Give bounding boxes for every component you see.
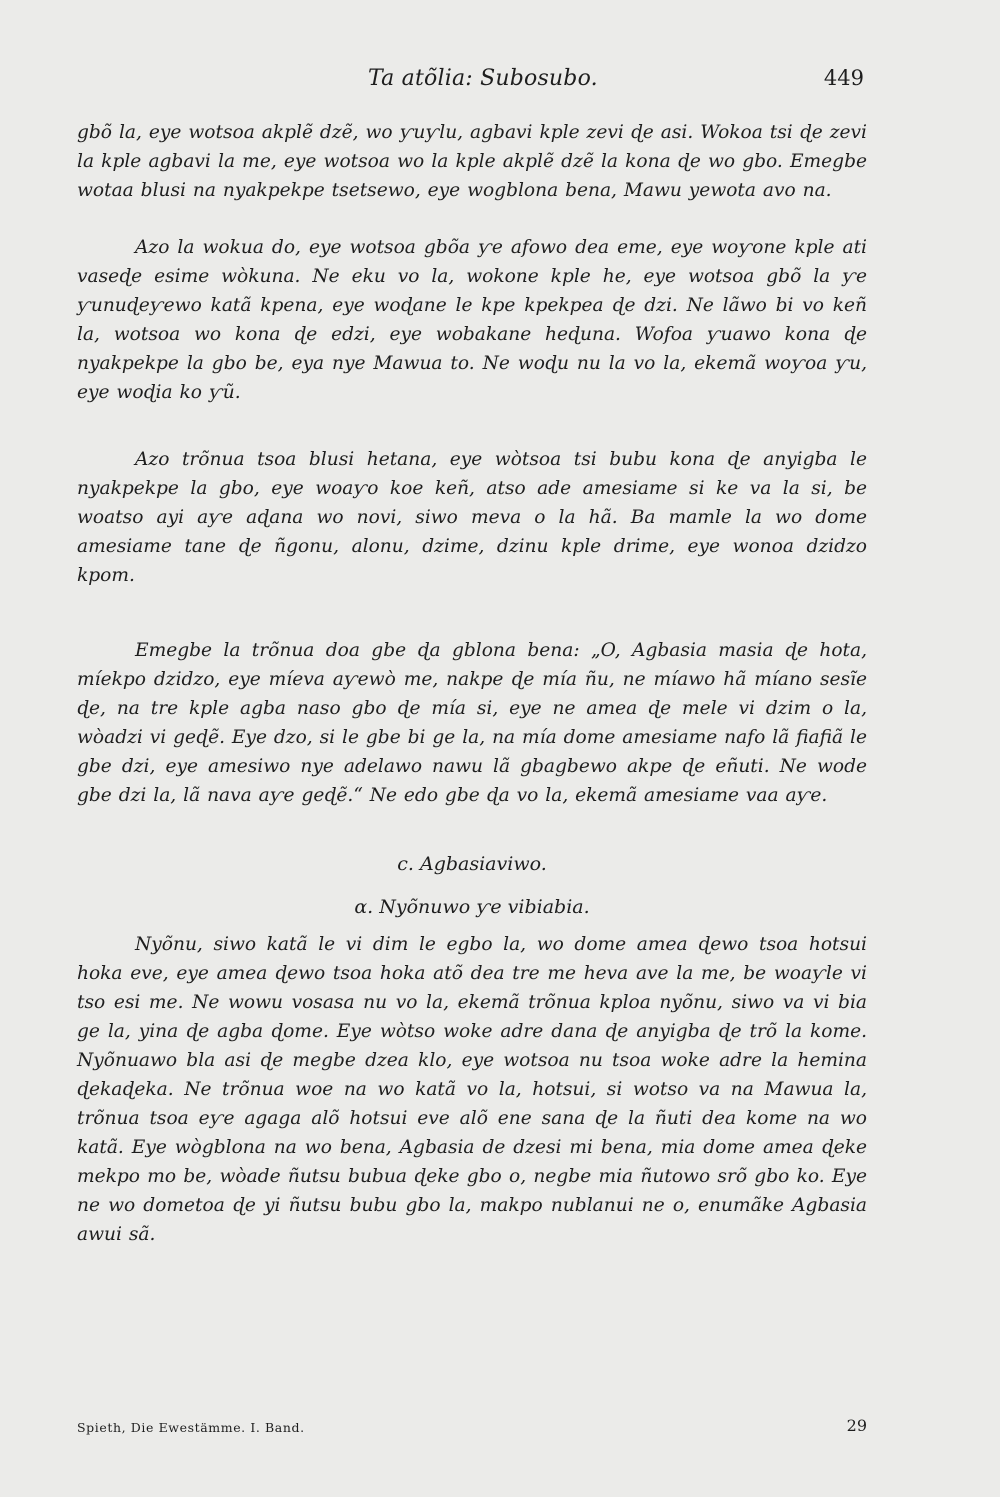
running-title: Ta atõlia: Subosubo. bbox=[368, 66, 598, 91]
page-footer bbox=[77, 1416, 867, 1446]
paragraph-3: Azo trõnua tsoa blusi hetana, eye wòtsoa tsi bubu kona ɖe anyigba le nyakpekpe la gbo, eye woaƴo koe keñ, atso ade amesiame si ke va la si, be woatso ayi aƴe aɖana wo novi, siwo meva o la hã. Ba mamle la wo dome amesiame tane ɖe ñgonu, alonu, dzime, dzinu kple drime, eye wonoa dzidzo kpom. bbox=[77, 449, 867, 586]
page-header bbox=[0, 66, 1000, 106]
subsection-heading: α. Nyõnuwo ƴe vibiabia. bbox=[354, 896, 590, 918]
paragraph-spacer bbox=[77, 205, 867, 233]
page-number: 449 bbox=[823, 66, 864, 90]
paragraph-4: Emegbe la trõnua doa gbe ɖa gblona bena: „O, Agbasia masia ɖe hota, míekpo dzidzo, eye míeva aƴewò me, nakpe ɖe mía ñu, ne míawo hã míano sesĩe ɖe, na tre kple agba naso gbo ɖe mía si, eye ne amea ɖe mele vi dzim o la, wòadzi vi geɖẽ. Eye dzo, si le gbe bi ge la, na mía dome amesiame nafo lã fiafiã le gbe dzi, eye amesiwo nye adelawo nawu lã gbagbewo akpe ɖe eñuti. Ne wode gbe dzi la, lã nava aƴe geɖẽ.“ Ne edo gbe ɖa vo la, ekemã amesiame vaa aƴe. bbox=[77, 640, 867, 806]
section-heading: c. Agbasiaviwo. bbox=[397, 853, 547, 875]
footer-author-line: Spieth, Die Ewestämme. I. Band. bbox=[77, 1420, 305, 1435]
section-spacer bbox=[77, 810, 867, 850]
paragraph-1: gbõ la, eye wotsoa akplẽ dzẽ, wo ƴuƴlu, agbavi kple zevi ɖe asi. Wokoa tsi ɖe zevi la kple agbavi la me, eye wotsoa wo la kple akplẽ dzẽ la kona ɖe wo gbo. Emegbe wotaa blusi na nyakpekpe tsetsewo, eye wogblona bena, Mawu yewota avo na. bbox=[77, 122, 867, 201]
paragraph-2: Azo la wokua do, eye wotsoa gbõa ƴe afowo dea eme, eye woƴone kple ati vaseɖe esime wòkuna. Ne eku vo la, wokone kple he, eye wotsoa gbõ la ƴe ƴunuɖeƴewo katã kpena, eye woɖane le kpe kpekpea ɖe dzi. Ne lãwo bi vo keñ la, wotsoa wo kona ɖe edzi, eye wobakane heɖuna. Wofoa ƴuawo kona ɖe nyakpekpe la gbo be, eya nye Mawua to. Ne woɖu nu la vo la, ekemã woƴoa ƴu, eye woɖia ko ƴũ. bbox=[77, 237, 867, 403]
paragraph-5: Nyõnu, siwo katã le vi dim le egbo la, wo dome amea ɖewo tsoa hotsui hoka eve, eye amea ɖewo tsoa hoka atõ dea tre me heva ave la me, be woaƴle vi tso esi me. Ne wowu vosasa nu vo la, ekemã trõnua kploa nyõnu, siwo va vi bia ge la, yina ɖe agba ɖome. Eye wòtso woke adre dana ɖe anyigba ɖe trõ la kome. Nyõnuawo bla asi ɖe megbe dzea klo, eye wotsoa nu tsoa woke adre la hemina ɖekaɖeka. Ne trõnua woe na wo katã vo la, hotsui, si wotso va na Mawua la, trõnua tsoa eƴe agaga alõ hotsui eve alõ ene sana ɖe la ñuti dea kome na wo katã. Eye wògblona na wo bena, Agbasia de dzesi mi bena, mia dome amea ɖeke mekpo mo be, wòade ñutsu bubua ɖeke gbo o, negbe mia ñutowo srõ gbo ko. Eye ne wo dometoa ɖe yi ñutsu bubu gbo la, makpo nublanui ne o, enumãke Agbasia awui sã. bbox=[77, 934, 867, 1245]
body-text bbox=[77, 118, 867, 1249]
paragraph-spacer bbox=[77, 590, 867, 636]
signature-mark: 29 bbox=[846, 1416, 867, 1435]
paragraph-spacer bbox=[77, 407, 867, 445]
